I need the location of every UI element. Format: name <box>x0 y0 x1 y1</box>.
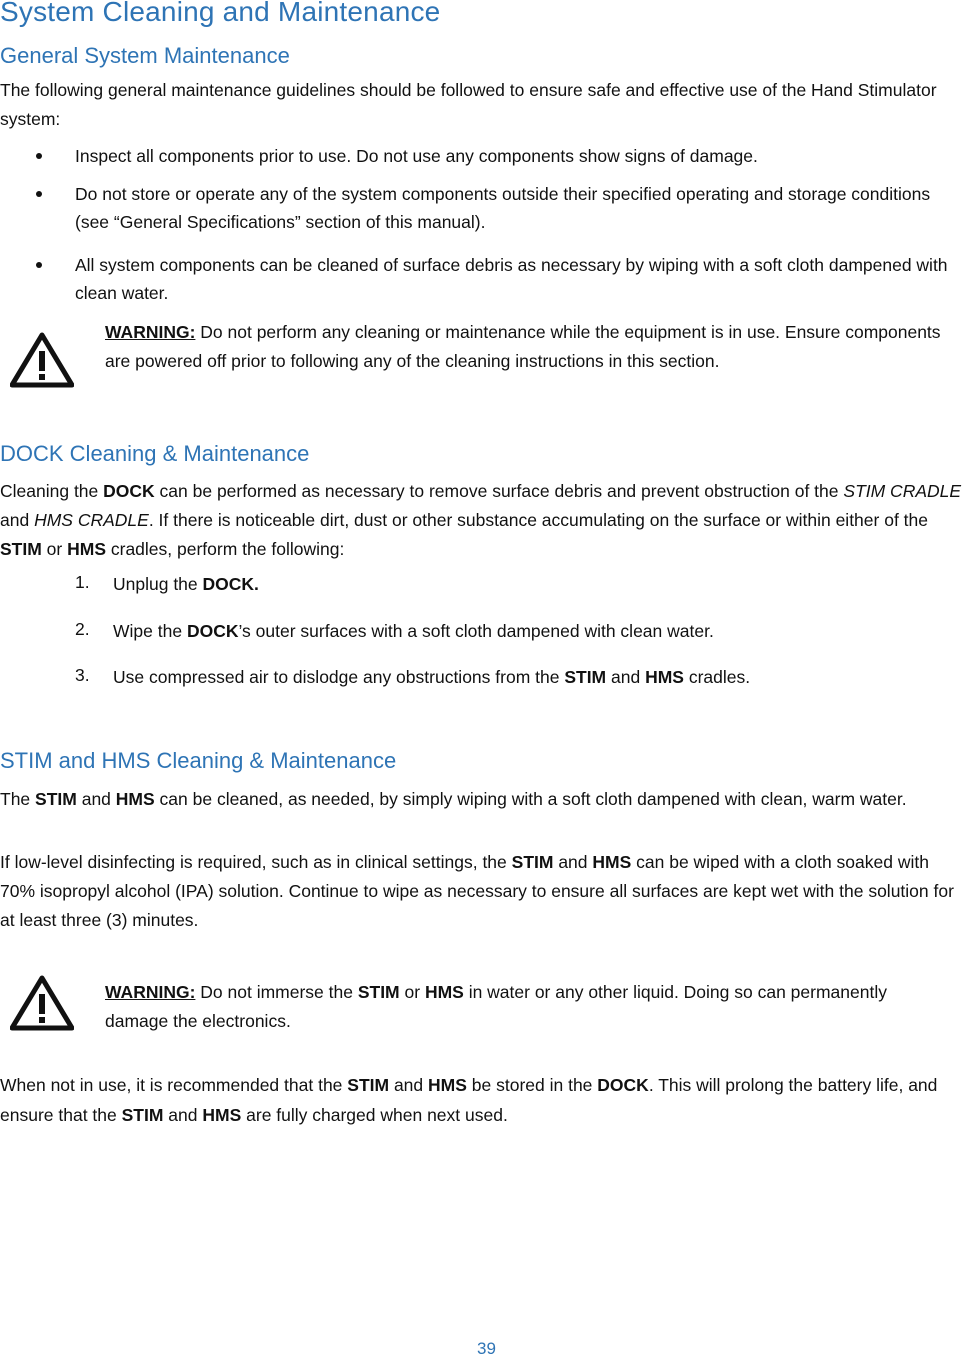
bullet-icon <box>36 153 42 159</box>
list-item: Wipe the DOCK’s outer surfaces with a soft cloth dampened with clean water. <box>113 621 714 641</box>
page-number: 39 <box>477 1339 496 1358</box>
section-heading-general: General System Maintenance <box>0 43 290 68</box>
stim-hms-paragraph-2: If low-level disinfecting is required, such as in clinical settings, the STIM and HMS can be wiped with a cloth soaked with 70% isopropyl alcohol (IPA) solution. Continue to wipe as necessary to ensure all surfaces are kept wet with the solution for at least three (3) minutes. <box>0 852 954 930</box>
warning-label: WARNING: <box>105 322 196 342</box>
step-number: 1. <box>75 572 90 592</box>
section-heading-dock: DOCK Cleaning & Maintenance <box>0 441 310 466</box>
warning-text: WARNING: Do not immerse the STIM or HMS in water or any other liquid. Doing so can permanently damage the electronics. <box>105 982 887 1031</box>
bullet-icon <box>36 262 42 268</box>
bullet-icon <box>36 191 42 197</box>
page-title: System Cleaning and Maintenance <box>0 0 441 27</box>
general-intro: The following general maintenance guidelines should be followed to ensure safe and effective use of the Hand Stimulator system: <box>0 80 937 129</box>
list-item: All system components can be cleaned of surface debris as necessary by wiping with a soft cloth dampened with clean water. <box>75 255 948 303</box>
warning-triangle-icon <box>10 332 74 388</box>
warning-label: WARNING: <box>105 982 196 1002</box>
dock-paragraph: Cleaning the DOCK can be performed as necessary to remove surface debris and prevent obstruction of the STIM CRADLE and HMS CRADLE. If there is noticeable dirt, dust or other substance accumulating on the surface or within either of the STIM or HMS cradles, perform the following: <box>0 481 962 559</box>
stim-hms-paragraph-1: The STIM and HMS can be cleaned, as needed, by simply wiping with a soft cloth dampened with clean, warm water. <box>0 789 907 809</box>
stim-hms-paragraph-3: When not in use, it is recommended that the STIM and HMS be stored in the DOCK. This will prolong the battery life, and ensure that the STIM and HMS are fully charged when next used. <box>0 1075 938 1125</box>
list-item: Inspect all components prior to use. Do not use any components show signs of damage. <box>75 146 758 166</box>
warning-triangle-icon <box>10 975 74 1031</box>
list-item: Use compressed air to dislodge any obstructions from the STIM and HMS cradles. <box>113 667 751 687</box>
step-number: 2. <box>75 619 90 639</box>
section-heading-stim-hms: STIM and HMS Cleaning & Maintenance <box>0 748 397 773</box>
step-number: 3. <box>75 665 90 685</box>
list-item: Unplug the DOCK. <box>113 574 259 594</box>
list-item: Do not store or operate any of the system components outside their specified operating and storage conditions (see “General Specifications” section of this manual). <box>75 184 931 232</box>
warning-text: WARNING: Do not perform any cleaning or maintenance while the equipment is in use. Ensure components are powered off prior to following any of the cleaning instructions in this section. <box>105 322 941 371</box>
